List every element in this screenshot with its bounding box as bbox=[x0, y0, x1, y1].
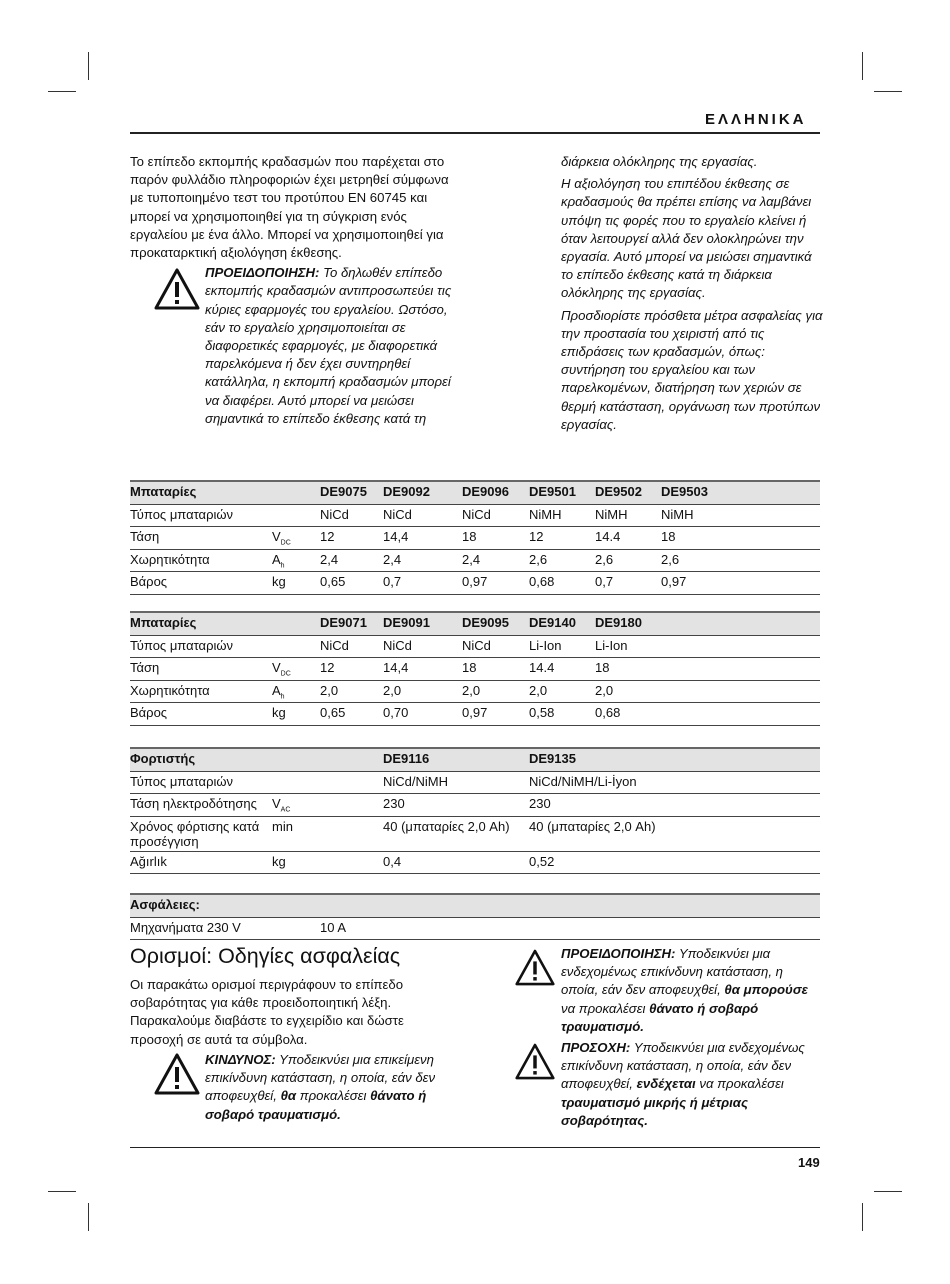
row-label: Ağırlık bbox=[130, 851, 272, 874]
crop-mark bbox=[874, 91, 902, 92]
row-label: Τύπος μπαταριών bbox=[130, 771, 272, 794]
crop-mark bbox=[862, 52, 863, 80]
table-cell: NiMH bbox=[529, 504, 595, 527]
model-header: DE9140 bbox=[529, 612, 595, 635]
battery-table-2 bbox=[130, 611, 820, 726]
crop-mark bbox=[48, 1191, 76, 1192]
table-cell: 14.4 bbox=[529, 658, 595, 681]
warning-def-bold: θα μπορούσε bbox=[724, 982, 808, 998]
unit-text: V bbox=[272, 660, 281, 675]
table-cell: 0,68 bbox=[595, 703, 661, 726]
caution-text-2: να προκαλέσει bbox=[695, 1076, 784, 1092]
crop-mark bbox=[874, 1191, 902, 1192]
caution-label: ΠΡΟΣΟΧΗ: bbox=[561, 1040, 631, 1055]
table-cell: 2,0 bbox=[595, 680, 661, 703]
table-row bbox=[130, 527, 820, 550]
warning-def-bold-2: θάνατο ή σοβαρό τραυματισμό. bbox=[561, 1000, 759, 1034]
left-column bbox=[130, 153, 460, 428]
right-paragraph-1: διάρκεια ολόκληρης της εργασίας. bbox=[561, 154, 758, 169]
danger-bold: θα bbox=[280, 1088, 297, 1104]
warning-definition bbox=[515, 945, 820, 1036]
unit-text: kg bbox=[272, 705, 286, 721]
row-label: Τύπος μπαταριών bbox=[130, 635, 272, 658]
unit-subscript: DC bbox=[280, 670, 291, 678]
vibration-intro: Το επίπεδο εκπομπής κραδασμών που παρέχεται στο παρόν φυλλάδιο πληροφοριών έχει μετρηθεί σύμφωνα με τυποποιημένο τεστ του προτύπου EN 60745 και μπορεί να χρησιμοποιηθεί για τη σύγκριση ενός εργαλείου με ένα άλλο. Μπορεί να χρησιμοποιηθεί για προκαταρκτική αξιολόγηση έκθεσης. bbox=[130, 154, 449, 261]
table-cell: NiCd bbox=[383, 635, 462, 658]
fuses-value: 10 A bbox=[320, 917, 820, 940]
row-label: Βάρος bbox=[130, 572, 272, 595]
table-row bbox=[130, 851, 820, 874]
unit-text: kg bbox=[272, 853, 286, 869]
row-unit bbox=[272, 703, 320, 726]
row-label: Τάση bbox=[130, 658, 272, 681]
row-unit bbox=[272, 771, 320, 794]
battery-table-1 bbox=[130, 480, 820, 595]
row-label: Χρόνος φόρτισης κατά προσέγγιση bbox=[130, 816, 272, 851]
danger-bold-2: θάνατο ή σοβαρό τραυματισμό. bbox=[205, 1088, 427, 1122]
row-unit bbox=[272, 572, 320, 595]
model-header: DE9116 bbox=[320, 748, 529, 771]
table-cell: 2,0 bbox=[383, 680, 462, 703]
table-cell: 40 (μπαταρίες 2,0 Ah) bbox=[529, 816, 675, 851]
table-cell: NiCd/NiMH bbox=[320, 771, 529, 794]
table-cell: 0,68 bbox=[529, 572, 595, 595]
table-cell: 18 bbox=[661, 527, 727, 550]
model-header: DE9501 bbox=[529, 481, 595, 504]
table-cell: NiMH bbox=[661, 504, 727, 527]
table-cell: 0,4 bbox=[320, 851, 529, 874]
table-cell: 2,4 bbox=[462, 549, 529, 572]
table-cell: 40 (μπαταρίες 2,0 Ah) bbox=[320, 816, 529, 851]
table-row bbox=[130, 572, 820, 595]
table-row bbox=[130, 816, 820, 851]
warning-def-label: ΠΡΟΕΙΔΟΠΟΙΗΣΗ: bbox=[561, 946, 676, 961]
row-unit bbox=[272, 549, 320, 572]
warning-label: ΠΡΟΕΙΔΟΠΟΙΗΣΗ: bbox=[205, 265, 320, 281]
warning-def-text: Υποδεικνύει μια ενδεχομένως επικίνδυνη κατάσταση, η οποία, εάν δεν αποφευχθεί, bbox=[561, 946, 783, 998]
row-unit bbox=[272, 794, 320, 817]
unit-text: kg bbox=[272, 574, 286, 590]
table-cell: 0,65 bbox=[320, 572, 383, 595]
danger-label: ΚΙΝΔΥΝΟΣ: bbox=[205, 1052, 276, 1067]
definitions-heading: Ορισμοί: Οδηγίες ασφαλείας bbox=[130, 944, 401, 968]
table-title: Φορτιστής bbox=[130, 748, 272, 771]
table-cell: 2,0 bbox=[462, 680, 529, 703]
row-unit bbox=[272, 635, 320, 658]
caution-bold-2: τραυματισμό μικρής ή μέτριας σοβαρότητας. bbox=[561, 1094, 748, 1128]
table-cell: 18 bbox=[462, 527, 529, 550]
table-row bbox=[130, 549, 820, 572]
danger-definition bbox=[130, 1051, 470, 1124]
table-cell: 0,7 bbox=[383, 572, 462, 595]
row-unit bbox=[272, 504, 320, 527]
row-label: Χωρητικότητα bbox=[130, 680, 272, 703]
table-title: Μπαταρίες bbox=[130, 481, 272, 504]
charger-table bbox=[130, 747, 820, 874]
table-cell: 2,0 bbox=[320, 680, 383, 703]
table-cell: 0,52 bbox=[529, 851, 675, 874]
model-header: DE9503 bbox=[661, 481, 727, 504]
table-cell: 2,6 bbox=[529, 549, 595, 572]
row-unit bbox=[272, 658, 320, 681]
table-cell: 0,58 bbox=[529, 703, 595, 726]
table-cell: 12 bbox=[320, 658, 383, 681]
unit-subscript: AC bbox=[280, 806, 291, 814]
model-header: DE9135 bbox=[529, 748, 675, 771]
crop-mark bbox=[88, 1203, 89, 1231]
warning-def-text-2: να προκαλέσει bbox=[561, 1000, 650, 1016]
table-cell: 2,6 bbox=[661, 549, 727, 572]
page-number: 149 bbox=[798, 1155, 820, 1170]
unit-text: V bbox=[272, 796, 281, 811]
model-header: DE9075 bbox=[320, 481, 383, 504]
table-cell: NiCd bbox=[462, 635, 529, 658]
row-unit bbox=[272, 816, 320, 851]
model-header: DE9096 bbox=[462, 481, 529, 504]
table-row bbox=[130, 771, 820, 794]
warning-definition-icon bbox=[515, 949, 555, 986]
fuses-table bbox=[130, 893, 820, 940]
table-cell: NiCd/NiMH/Li-İyon bbox=[529, 771, 675, 794]
unit-text: V bbox=[272, 529, 281, 544]
table-cell: NiMH bbox=[595, 504, 661, 527]
table-cell: 12 bbox=[529, 527, 595, 550]
row-unit bbox=[272, 527, 320, 550]
row-label: Τάση ηλεκτροδότησης bbox=[130, 794, 272, 817]
row-label: Χωρητικότητα bbox=[130, 549, 272, 572]
table-cell: 18 bbox=[462, 658, 529, 681]
table-title: Μπαταρίες bbox=[130, 612, 272, 635]
unit-text: A bbox=[272, 682, 281, 698]
row-label: Βάρος bbox=[130, 703, 272, 726]
table-cell: 14.4 bbox=[595, 527, 661, 550]
unit-subscript: DC bbox=[280, 539, 291, 547]
header-rule bbox=[130, 132, 820, 134]
table-cell: 230 bbox=[529, 794, 675, 817]
model-header: DE9092 bbox=[383, 481, 462, 504]
row-label: Τάση bbox=[130, 527, 272, 550]
table-cell: 14,4 bbox=[383, 658, 462, 681]
caution-text: Υποδεικνύει μια ενδεχομένως επικίνδυνη κατάσταση, η οποία, εάν δεν αποφευχθεί, bbox=[561, 1040, 805, 1092]
model-header: DE9502 bbox=[595, 481, 661, 504]
warning-icon bbox=[154, 268, 200, 310]
right-paragraph-2: Η αξιολόγηση του επιπέδου έκθεσης σε κραδασμούς θα πρέπει επίσης να λαμβάνει υπόψη τις φορές που το εργαλείο κλείνει ή όταν λειτουργεί αλλά δεν ολοκληρώνει την εργασία. Αυτό μπορεί να μειώσει σημαντικά το επίπεδο έκθεσης κατά τη διάρκεια ολόκληρης της εργασίας. bbox=[561, 176, 812, 301]
crop-mark bbox=[48, 91, 76, 92]
table-cell: NiCd bbox=[383, 504, 462, 527]
table-row bbox=[130, 680, 820, 703]
danger-text: Υποδεικνύει μια επικείμενη επικίνδυνη κατάσταση, η οποία, εάν δεν αποφευχθεί, bbox=[205, 1052, 436, 1104]
table-cell: NiCd bbox=[462, 504, 529, 527]
caution-bold: ενδέχεται bbox=[636, 1076, 696, 1092]
fuses-label: Μηχανήματα 230 V bbox=[130, 917, 320, 940]
table-cell: 2,4 bbox=[383, 549, 462, 572]
table-cell: 0,97 bbox=[462, 703, 529, 726]
definitions-intro: Οι παρακάτω ορισμοί περιγράφουν το επίπεδο σοβαρότητας για κάθε προειδοποιητική λέξη. Παρακαλούμε διαβάστε το εγχειρίδιο και δώστε προσοχή σε αυτά τα σύμβολα. bbox=[130, 977, 404, 1047]
table-cell: Li-Ion bbox=[529, 635, 595, 658]
table-cell: Li-Ion bbox=[595, 635, 661, 658]
caution-definition bbox=[515, 1039, 820, 1130]
unit-text: A bbox=[272, 551, 281, 567]
danger-text-2: προκαλέσει bbox=[296, 1088, 371, 1104]
table-row bbox=[130, 504, 820, 527]
unit-subscript: h bbox=[280, 562, 285, 570]
table-cell: 0,7 bbox=[595, 572, 661, 595]
unit-text: min bbox=[272, 818, 293, 834]
danger-icon bbox=[154, 1053, 200, 1095]
table-cell: 18 bbox=[595, 658, 661, 681]
table-row bbox=[130, 658, 820, 681]
table-cell: 0,97 bbox=[661, 572, 727, 595]
model-header: DE9091 bbox=[383, 612, 462, 635]
table-cell: 2,4 bbox=[320, 549, 383, 572]
table-row bbox=[130, 635, 820, 658]
right-paragraph-3: Προσδιορίστε πρόσθετα μέτρα ασφαλείας για την προστασία του χειριστή από τις επιδράσεις των κραδασμών, όπως: συντήρηση του εργαλείου και των παρελκομένων, διατήρηση των χεριών σε θερμή κατάσταση, οργάνωση των προτύπων εργασίας. bbox=[561, 307, 823, 432]
table-cell: 14,4 bbox=[383, 527, 462, 550]
vibration-warning bbox=[130, 264, 460, 428]
footer-rule bbox=[130, 1147, 820, 1148]
table-cell: NiCd bbox=[320, 635, 383, 658]
fuses-title: Ασφάλειες: bbox=[130, 894, 320, 917]
warning-text: Το δηλωθέν επίπεδο εκπομπής κραδασμών αντιπροσωπεύει τις κύριες εφαρμογές του εργαλείου. Ωστόσο, εάν το εργαλείο χρησιμοποιείται σε διαφορετικές εφαρμογές, με διαφορετικά παρελκόμενα ή δεν έχει συντηρηθεί κατάλληλα, η εκπομπή κραδασμών μπορεί να διαφέρει. Αυτό μπορεί να μειώσει σημαντικά το επίπεδο έκθεσης κατά τη bbox=[205, 265, 452, 426]
crop-mark bbox=[862, 1203, 863, 1231]
table-cell: 0,70 bbox=[383, 703, 462, 726]
row-unit bbox=[272, 680, 320, 703]
table-cell: 230 bbox=[320, 794, 529, 817]
right-column bbox=[561, 153, 823, 438]
caution-icon bbox=[515, 1043, 555, 1080]
table-cell: 0,97 bbox=[462, 572, 529, 595]
table-cell: 2,0 bbox=[529, 680, 595, 703]
model-header: DE9180 bbox=[595, 612, 661, 635]
row-unit bbox=[272, 851, 320, 874]
language-header: ΕΛΛΗΝΙΚΑ bbox=[705, 111, 807, 128]
crop-mark bbox=[88, 52, 89, 80]
table-cell: 2,6 bbox=[595, 549, 661, 572]
table-cell: 0,65 bbox=[320, 703, 383, 726]
unit-subscript: h bbox=[280, 693, 285, 701]
model-header: DE9071 bbox=[320, 612, 383, 635]
row-label: Τύπος μπαταριών bbox=[130, 504, 272, 527]
model-header: DE9095 bbox=[462, 612, 529, 635]
table-row bbox=[130, 794, 820, 817]
table-row bbox=[130, 703, 820, 726]
table-cell: 12 bbox=[320, 527, 383, 550]
table-cell: NiCd bbox=[320, 504, 383, 527]
